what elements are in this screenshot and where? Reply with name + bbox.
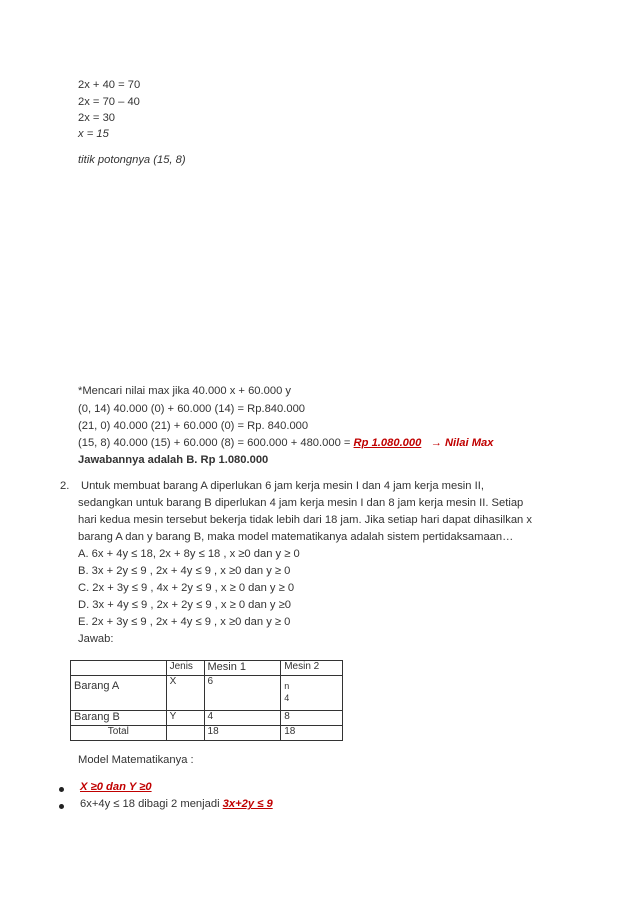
- answer-line: Jawabannya adalah B. Rp 1.080.000: [78, 454, 269, 466]
- question-text: sedangkan untuk barang B diperlukan 4 jam kerja mesin I dan 8 jam kerja mesin II. Setiap: [78, 497, 524, 509]
- table-row: [71, 711, 343, 726]
- question-number: 2.: [60, 480, 70, 492]
- table-cell: 18: [204, 726, 281, 741]
- machine-hours-table: [70, 660, 343, 741]
- max-heading: *Mencari nilai max jika 40.000 x + 60.000 y: [78, 385, 291, 397]
- table-cell: [71, 661, 167, 676]
- equation-result: x = 15: [78, 128, 109, 140]
- option-d: D. 3x + 4y ≤ 9 , 2x + 2y ≤ 9 , x ≥ 0 dan y ≥0: [78, 599, 291, 611]
- question-text: Untuk membuat barang A diperlukan 6 jam kerja mesin I dan 4 jam kerja mesin II,: [81, 480, 484, 492]
- max-row: (21, 0) 40.000 (21) + 60.000 (0) = Rp. 840.000: [78, 420, 309, 432]
- bullet-item: [80, 797, 273, 812]
- jawab-label: Jawab:: [78, 633, 114, 645]
- intersection-point: titik potongnya (15, 8): [78, 154, 186, 166]
- table-cell: 6: [204, 676, 281, 711]
- table-cell: Barang A: [71, 676, 167, 711]
- max-note: → Nilai Max: [430, 437, 494, 449]
- table-cell: Y: [166, 711, 204, 726]
- option-c: C. 2x + 3y ≤ 9 , 4x + 2y ≤ 9 , x ≥ 0 dan y ≥ 0: [78, 582, 295, 594]
- bullet-result: 3x+2y ≤ 9: [222, 798, 273, 810]
- table-cell: 18: [281, 726, 343, 741]
- equation-line: 2x = 30: [78, 112, 116, 124]
- question-text: barang A dan y barang B, maka model matematikanya adalah sistem pertidaksamaan…: [78, 531, 514, 543]
- equation-line: 2x + 40 = 70: [78, 79, 141, 91]
- max-result: Rp 1.080.000: [353, 437, 422, 449]
- bullet-item: X ≥0 dan Y ≥0: [80, 781, 152, 793]
- model-label: Model Matematikanya :: [78, 754, 194, 766]
- max-row-text: (15, 8) 40.000 (15) + 60.000 (8) = 600.000 + 480.000 =: [78, 437, 354, 449]
- question-text: hari kedua mesin tersebut bekerja tidak lebih dari 18 jam. Jika setiap hari dapat dihasilkan x: [78, 514, 532, 526]
- option-b: B. 3x + 2y ≤ 9 , 2x + 4y ≤ 9 , x ≥0 dan y ≥ 0: [78, 565, 291, 577]
- table-row: [71, 676, 343, 711]
- cell-line: n: [284, 681, 290, 691]
- bullet-text: 6x+4y ≤ 18 dibagi 2 menjadi: [80, 798, 223, 810]
- table-cell: 4: [204, 711, 281, 726]
- bullet-dot-icon: [59, 787, 64, 792]
- table-cell: 8: [281, 711, 343, 726]
- option-e: E. 2x + 3y ≤ 9 , 2x + 4y ≤ 9 , x ≥0 dan y ≥ 0: [78, 616, 291, 628]
- table-cell: Barang B: [71, 711, 167, 726]
- table-header-cell: Mesin 1: [204, 661, 281, 676]
- max-row: (0, 14) 40.000 (0) + 60.000 (14) = Rp.840.000: [78, 403, 306, 415]
- table-cell: [281, 676, 343, 711]
- table-cell: [166, 726, 204, 741]
- table-header-cell: Mesin 2: [281, 661, 343, 676]
- table-header-row: [71, 661, 343, 676]
- cell-line: 4: [284, 693, 290, 703]
- table-row: [71, 726, 343, 741]
- max-row-final: [78, 436, 493, 451]
- option-a: A. 6x + 4y ≤ 18, 2x + 8y ≤ 18 , x ≥0 dan y ≥ 0: [78, 548, 300, 560]
- table-cell: X: [166, 676, 204, 711]
- table-cell: Total: [71, 726, 167, 741]
- equation-line: 2x = 70 – 40: [78, 96, 140, 108]
- table-header-cell: Jenis: [166, 661, 204, 676]
- bullet-dot-icon: [59, 804, 64, 809]
